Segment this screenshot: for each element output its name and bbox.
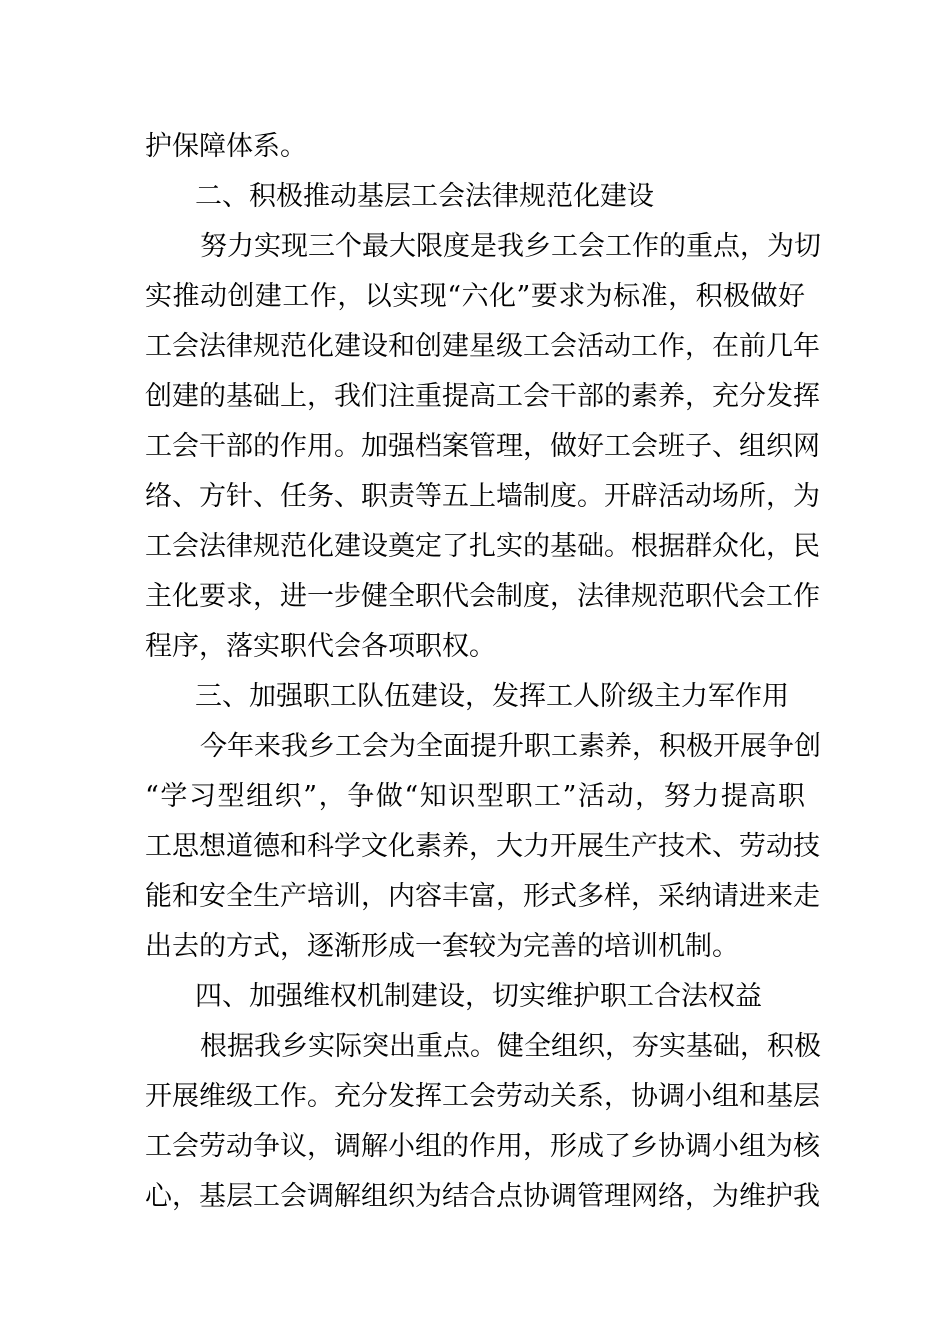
text-line: 护保障体系。 <box>145 131 307 162</box>
text-line: 努力实现三个最大限度是我乡工会工作的重点，为切 <box>200 231 821 262</box>
section-heading-4: 四、加强维权机制建设，切实维护职工合法权益 <box>195 981 762 1012</box>
text-line: 今年来我乡工会为全面提升职工素养，积极开展争创 <box>200 731 821 762</box>
text-line: 心，基层工会调解组织为结合点协调管理网络，为维护我 <box>145 1181 820 1212</box>
section-heading-3: 三、加强职工队伍建设，发挥工人阶级主力军作用 <box>195 681 789 712</box>
text-line: 能和安全生产培训，内容丰富，形式多样，采纳请进来走 <box>145 881 820 912</box>
text-line: “学习型组织”，争做“知识型职工”活动，努力提高职 <box>145 781 805 812</box>
text-line: 主化要求，进一步健全职代会制度，法律规范职代会工作 <box>145 581 820 612</box>
text-line: 工思想道德和科学文化素养，大力开展生产技术、劳动技 <box>145 831 820 862</box>
text-line: 创建的基础上，我们注重提高工会干部的素养，充分发挥 <box>145 381 820 412</box>
text-line: 络、方针、任务、职责等五上墙制度。开辟活动场所，为 <box>145 481 820 512</box>
text-line: 工会劳动争议，调解小组的作用，形成了乡协调小组为核 <box>145 1131 820 1162</box>
section-heading-2: 二、积极推动基层工会法律规范化建设 <box>195 181 654 212</box>
text-line: 出去的方式，逐渐形成一套较为完善的培训机制。 <box>145 931 739 962</box>
text-line: 工会法律规范化建设和创建星级工会活动工作，在前几年 <box>145 331 820 362</box>
text-line: 开展维级工作。充分发挥工会劳动关系，协调小组和基层 <box>145 1081 820 1112</box>
text-line: 程序，落实职代会各项职权。 <box>145 631 496 662</box>
text-line: 根据我乡实际突出重点。健全组织，夯实基础，积极 <box>200 1031 821 1062</box>
text-line: 工会法律规范化建设奠定了扎实的基础。根据群众化，民 <box>145 531 820 562</box>
text-line: 实推动创建工作，以实现“六化”要求为标准，积极做好 <box>145 281 805 312</box>
text-line: 工会干部的作用。加强档案管理，做好工会班子、组织网 <box>145 431 820 462</box>
